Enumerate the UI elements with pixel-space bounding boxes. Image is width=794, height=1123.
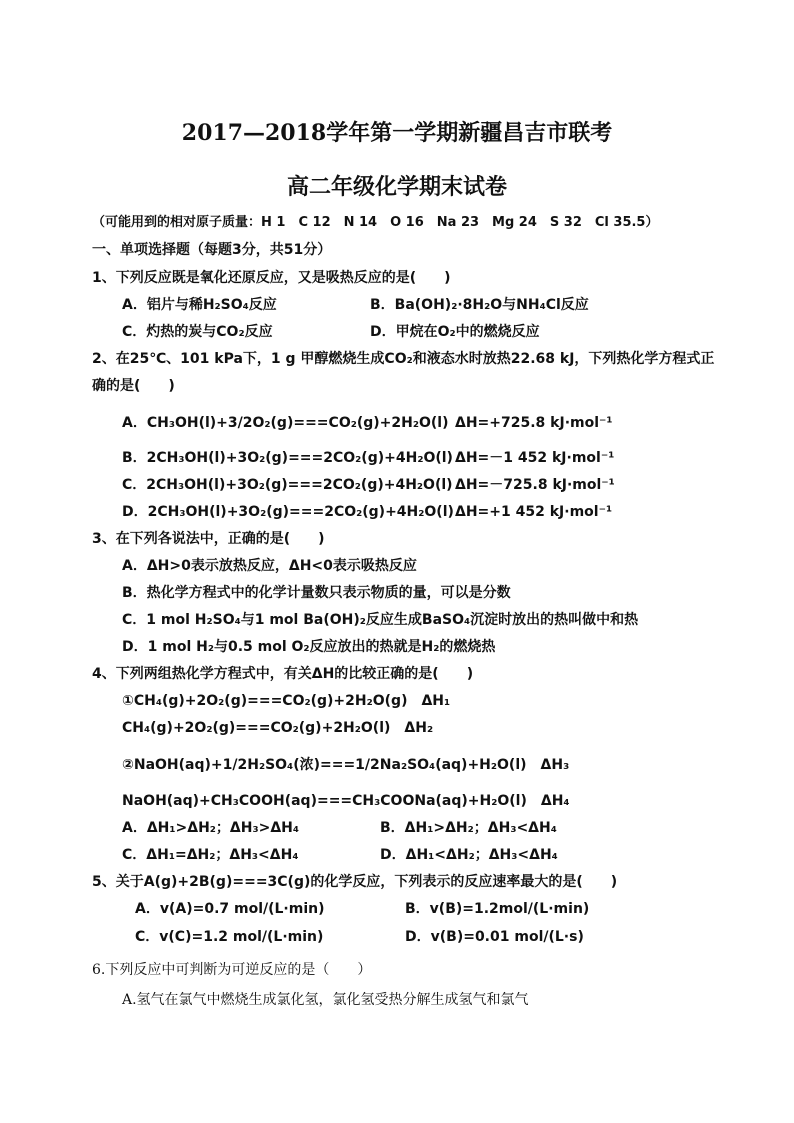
q2-option-c-equation: C．2CH₃OH(l)+3O₂(g)===2CO₂(g)+4H₂O(l) [122,477,453,493]
q4-stem: 4、下列两组热化学方程式中，有关ΔH的比较正确的是( ) [92,666,474,682]
q2-option-b-equation: B．2CH₃OH(l)+3O₂(g)===2CO₂(g)+4H₂O(l) [122,450,453,466]
q4-option-d: D．ΔH₁<ΔH₂；ΔH₃<ΔH₄ [380,847,558,863]
exam-title-line2: 高二年级化学期末试卷 [286,174,507,200]
q6-stem: 6.下列反应中可判断为可逆反应的是（ ） [92,962,372,978]
q1-option-a: A．铝片与稀H₂SO₄反应 [122,297,277,313]
q2-option-b-enthalpy: ΔH=－1 452 kJ·mol⁻¹ [455,450,615,466]
q4-equation-1: ①CH₄(g)+2O₂(g)===CO₂(g)+2H₂O(g) ΔH₁ [122,693,451,709]
q1-option-d: D．甲烷在O₂中的燃烧反应 [370,324,540,340]
q3-option-a: A．ΔH>0表示放热反应，ΔH<0表示吸热反应 [122,558,417,574]
q4-option-a: A．ΔH₁>ΔH₂；ΔH₃>ΔH₄ [122,820,300,836]
q1-option-b: B．Ba(OH)₂·8H₂O与NH₄Cl反应 [370,297,589,313]
q5-option-c: C．v(C)=1.2 mol/(L·min) [135,929,324,945]
atomic-masses-note: （可能用到的相对原子质量：H 1 C 12 N 14 O 16 Na 23 Mg 24 S 32 Cl 35.5） [92,215,659,230]
q2-option-a-enthalpy: ΔH=+725.8 kJ·mol⁻¹ [455,415,613,431]
q5-option-d: D．v(B)=0.01 mol/(L·s) [405,929,584,945]
q2-option-d-enthalpy: ΔH=+1 452 kJ·mol⁻¹ [455,504,613,520]
q2-stem-line2: 确的是( ) [92,378,175,394]
q6-option-a: A.氢气在氯气中燃烧生成氯化氢，氯化氢受热分解生成氢气和氯气 [122,992,529,1008]
q5-option-a: A．v(A)=0.7 mol/(L·min) [135,901,325,917]
q5-option-b: B．v(B)=1.2mol/(L·min) [405,901,590,917]
q1-option-c: C．灼热的炭与CO₂反应 [122,324,273,340]
q2-option-a-equation: A．CH₃OH(l)+3/2O₂(g)===CO₂(g)+2H₂O(l) [122,415,449,431]
q1-stem: 1、下列反应既是氧化还原反应，又是吸热反应的是( ) [92,270,451,286]
q4-option-b: B．ΔH₁>ΔH₂；ΔH₃<ΔH₄ [380,820,557,836]
q5-stem: 5、关于A(g)+2B(g)===3C(g)的化学反应，下列表示的反应速率最大的是( ) [92,874,618,890]
q4-equation-4: NaOH(aq)+CH₃COOH(aq)===CH₃COONa(aq)+H₂O(l) ΔH₄ [122,793,570,809]
q4-equation-3: ②NaOH(aq)+1/2H₂SO₄(浓)===1/2Na₂SO₄(aq)+H₂O(l) ΔH₃ [122,757,570,773]
q4-option-c: C．ΔH₁=ΔH₂；ΔH₃<ΔH₄ [122,847,299,863]
q3-stem: 3、在下列各说法中，正确的是( ) [92,531,325,547]
q3-option-b: B．热化学方程式中的化学计量数只表示物质的量，可以是分数 [122,585,511,601]
q2-stem-line1: 2、在25℃、101 kPa下，1 g 甲醇燃烧生成CO₂和液态水时放热22.68 kJ，下列热化学方程式正 [92,351,715,367]
q4-equation-2: CH₄(g)+2O₂(g)===CO₂(g)+2H₂O(l) ΔH₂ [122,720,434,736]
q2-option-d-equation: D．2CH₃OH(l)+3O₂(g)===2CO₂(g)+4H₂O(l) [122,504,454,520]
q3-option-d: D．1 mol H₂与0.5 mol O₂反应放出的热就是H₂的燃烧热 [122,639,496,655]
q2-option-c-enthalpy: ΔH=－725.8 kJ·mol⁻¹ [455,477,615,493]
q3-option-c: C．1 mol H₂SO₄与1 mol Ba(OH)₂反应生成BaSO₄沉淀时放出的热叫做中和热 [122,612,639,628]
exam-title-line1: 2017—2018学年第一学期新疆昌吉市联考 [181,120,613,146]
section-heading: 一、单项选择题（每题3分，共51分） [92,242,332,258]
